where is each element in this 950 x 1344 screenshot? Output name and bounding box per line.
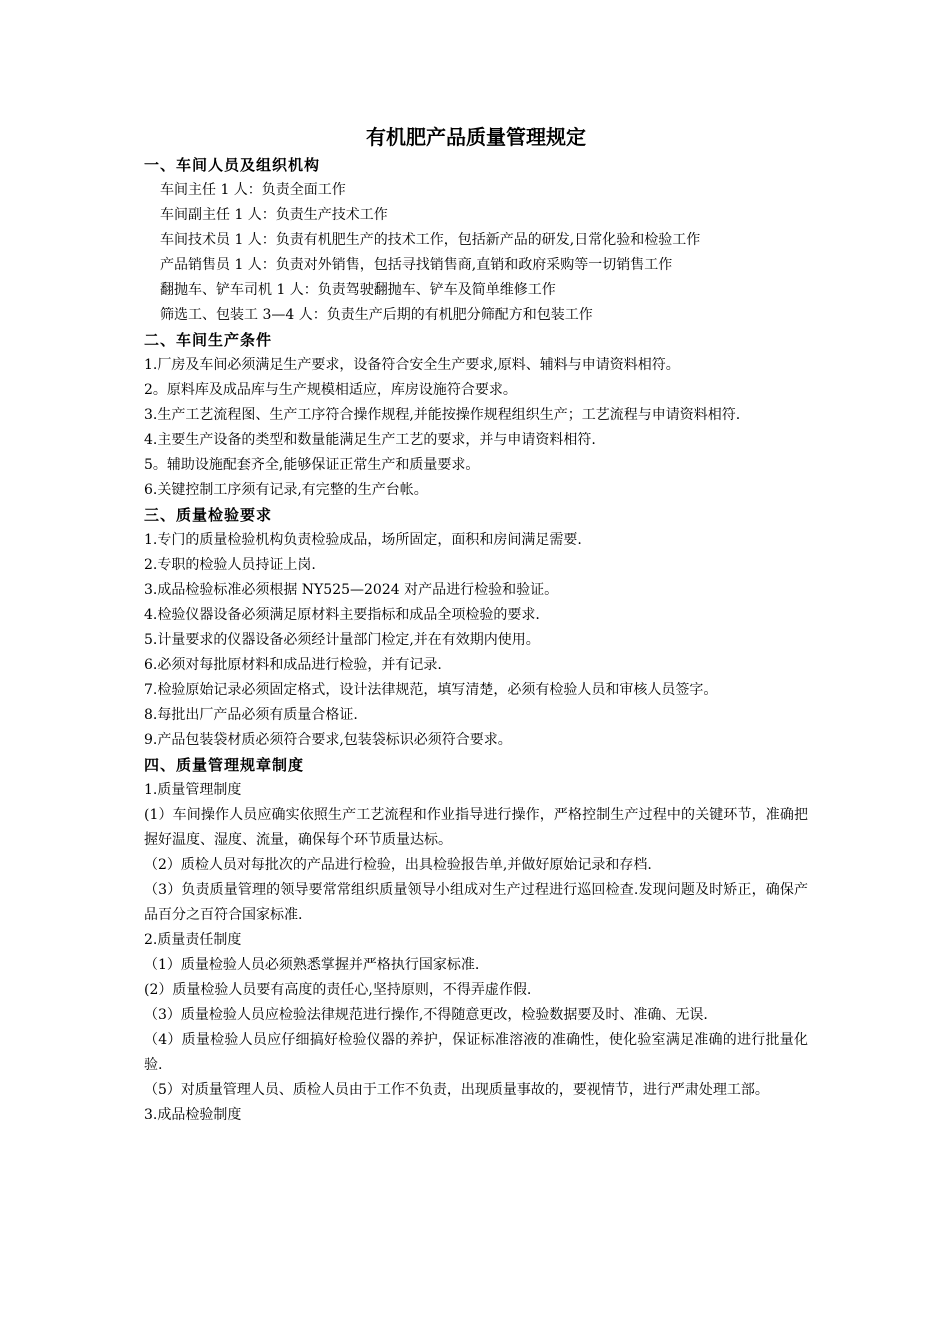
list-item: 翻抛车、铲车司机 1 人：负责驾驶翻抛车、铲车及简单维修工作 xyxy=(160,282,556,298)
list-item: （4）质量检验人员应仔细搞好检验仪器的养护，保证标准溶液的准确性，使化验室满足准确的进行批量化验. xyxy=(144,1032,808,1073)
list-item: 4.主要生产设备的类型和数量能满足生产工艺的要求，并与申请资料相符. xyxy=(144,432,596,448)
list-item: 车间副主任 1 人：负责生产技术工作 xyxy=(160,207,388,223)
document-title: 有机肥产品质量管理规定 xyxy=(366,125,586,149)
list-item: 筛选工、包装工 3—4 人：负责生产后期的有机肥分筛配方和包装工作 xyxy=(160,307,593,323)
list-item: 2。原料库及成品库与生产规模相适应，库房设施符合要求。 xyxy=(144,382,517,398)
list-item: （1）质量检验人员必须熟悉掌握并严格执行国家标准. xyxy=(144,957,480,973)
subsection-title: 3.成品检验制度 xyxy=(144,1107,242,1123)
list-item: 7.检验原始记录必须固定格式，设计法律规范，填写清楚，必须有检验人员和审核人员签字。 xyxy=(144,682,718,698)
section-quality-inspection xyxy=(144,503,808,753)
list-item: （2）质检人员对每批次的产品进行检验，出具检验报告单,并做好原始记录和存档. xyxy=(144,857,652,873)
list-item: 6.必须对每批原材料和成品进行检验，并有记录. xyxy=(144,657,442,673)
list-item: 9.产品包装袋材质必须符合要求,包装袋标识必须符合要求。 xyxy=(144,732,512,748)
list-item: 6.关键控制工序须有记录,有完整的生产台帐。 xyxy=(144,482,428,498)
document-page xyxy=(144,121,808,1128)
section-heading: 一、车间人员及组织机构 xyxy=(144,156,321,174)
list-item: 5。辅助设施配套齐全,能够保证正常生产和质量要求。 xyxy=(144,457,480,473)
list-item: 5.计量要求的仪器设备必须经计量部门检定,并在有效期内使用。 xyxy=(144,632,540,648)
section-production-conditions xyxy=(144,328,808,503)
list-item: (1）车间操作人员应确实依照生产工艺流程和作业指导进行操作，严格控制生产过程中的关键环节，准确把握好温度、湿度、流量，确保每个环节质量达标。 xyxy=(144,807,808,848)
section-heading: 三、质量检验要求 xyxy=(144,506,273,524)
list-item: 3.成品检验标准必须根据 NY525—2024 对产品进行检验和验证。 xyxy=(144,582,559,598)
subsection-title: 1.质量管理制度 xyxy=(144,782,242,798)
section-heading: 二、车间生产条件 xyxy=(144,331,273,349)
list-item: 2.专职的检验人员持证上岗. xyxy=(144,557,316,573)
list-item: （3）质量检验人员应检验法律规范进行操作,不得随意更改，检验数据要及时、准确、无误. xyxy=(144,1007,708,1023)
list-item: （3）负责质量管理的领导要常常组织质量领导小组成对生产过程进行巡回检查.发现问题及时矫正，确保产品百分之百符合国家标准. xyxy=(144,882,808,923)
list-item: （5）对质量管理人员、质检人员由于工作不负责，出现质量事故的，要视情节，进行严肃处理工部。 xyxy=(144,1082,769,1098)
list-item: 车间主任 1 人：负责全面工作 xyxy=(160,182,346,198)
list-item: 8.每批出厂产品必须有质量合格证. xyxy=(144,707,358,723)
list-item: 产品销售员 1 人：负责对外销售，包括寻找销售商,直销和政府采购等一切销售工作 xyxy=(160,257,673,273)
section-personnel xyxy=(144,153,808,328)
section-quality-rules xyxy=(144,753,808,1128)
list-item: 3.生产工艺流程图、生产工序符合操作规程,并能按操作规程组织生产；工艺流程与申请资料相符. xyxy=(144,407,741,423)
list-item: 1.厂房及车间必须满足生产要求，设备符合安全生产要求,原料、辅料与申请资料相符。 xyxy=(144,357,680,373)
list-item: (2）质量检验人员要有高度的责任心,坚持原则，不得弄虚作假. xyxy=(144,982,532,998)
subsection-title: 2.质量责任制度 xyxy=(144,932,242,948)
list-item: 1.专门的质量检验机构负责检验成品，场所固定，面积和房间满足需要. xyxy=(144,532,582,548)
section-heading: 四、质量管理规章制度 xyxy=(144,756,305,774)
list-item: 车间技术员 1 人：负责有机肥生产的技术工作，包括新产品的研发,日常化验和检验工作 xyxy=(160,232,701,248)
list-item: 4.检验仪器设备必须满足原材料主要指标和成品全项检验的要求. xyxy=(144,607,540,623)
